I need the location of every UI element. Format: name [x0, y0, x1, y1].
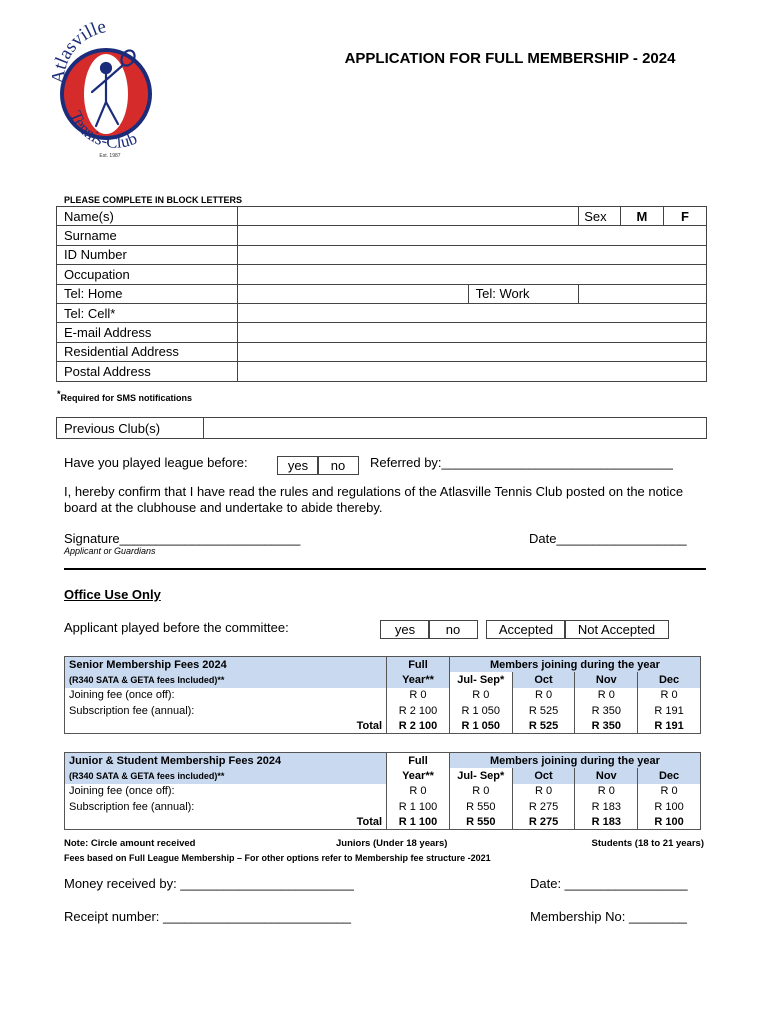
fee-cell[interactable]: R 0: [449, 688, 512, 703]
required-note: *Required for SMS notifications: [57, 389, 193, 403]
occupation-label: Occupation: [57, 265, 238, 284]
tel-home-label: Tel: Home: [57, 284, 238, 303]
senior-fees-table: [64, 656, 701, 734]
tel-home-field[interactable]: [237, 284, 468, 303]
surname-field[interactable]: [237, 226, 706, 245]
committee-yes-option[interactable]: yes: [380, 620, 430, 639]
receipt-number-field[interactable]: Receipt number: __________________________: [64, 909, 351, 924]
sex-label: Sex: [579, 207, 621, 226]
junior-subscription-label: Subscription fee (annual):: [65, 799, 387, 814]
senior-included-note: (R340 SATA & GETA fees Included)**: [65, 672, 387, 687]
fee-cell[interactable]: R 1 050: [449, 703, 512, 718]
juniors-note: Juniors (Under 18 years): [336, 838, 448, 849]
fee-cell[interactable]: R 0: [575, 784, 638, 799]
circle-amount-note: Note: Circle amount received: [64, 838, 196, 849]
junior-period-header: Jul- Sep*: [449, 768, 512, 783]
fee-cell[interactable]: R 183: [575, 799, 638, 814]
junior-fees-title: Junior & Student Membership Fees 2024: [65, 753, 387, 769]
junior-fees-table: [64, 752, 701, 830]
names-label: Name(s): [57, 207, 238, 226]
fee-cell[interactable]: R 550: [449, 799, 512, 814]
fee-cell[interactable]: R 0: [512, 688, 575, 703]
students-note: Students (18 to 21 years): [591, 838, 704, 849]
played-before-committee-label: Applicant played before the committee:: [64, 620, 289, 635]
junior-joining-label: Joining fee (once off):: [65, 784, 387, 799]
junior-period-header: Dec: [638, 768, 701, 783]
tel-cell-field[interactable]: [237, 303, 706, 322]
not-accepted-option[interactable]: Not Accepted: [564, 620, 669, 639]
league-no-option[interactable]: no: [317, 456, 359, 475]
senior-period-header: Jul- Sep*: [449, 672, 512, 687]
svg-text:Atlasville: lasville: [52, 22, 108, 68]
postal-address-field[interactable]: [237, 362, 706, 381]
date-field[interactable]: Date__________________: [529, 531, 687, 546]
id-number-label: ID Number: [57, 245, 238, 264]
applicant-guardians-caption: Applicant or Guardians: [64, 546, 156, 556]
fee-total-cell[interactable]: R 550: [449, 814, 512, 830]
occupation-field[interactable]: [237, 265, 706, 284]
fee-total-cell[interactable]: R 350: [575, 718, 638, 734]
senior-full-year: Full: [387, 657, 450, 673]
sex-male-option[interactable]: M: [620, 207, 663, 226]
confirmation-text: I, hereby confirm that I have read the rules and regulations of the Atlasville Tennis Club posted on the notice board at the clubhouse and undertake to abide thereby.: [64, 484, 684, 515]
residential-address-field[interactable]: [237, 342, 706, 361]
fee-cell[interactable]: R 0: [512, 784, 575, 799]
junior-period-header: Nov: [575, 768, 638, 783]
senior-fees-title: Senior Membership Fees 2024: [65, 657, 387, 673]
svg-text:Est. 1987: Est. 1987: [99, 153, 121, 159]
membership-number-field[interactable]: Membership No: ________: [530, 909, 687, 924]
fee-total-cell[interactable]: R 191: [638, 718, 701, 734]
junior-full-year: Full: [387, 753, 450, 769]
fee-cell[interactable]: R 2 100: [387, 703, 450, 718]
email-label: E-mail Address: [57, 323, 238, 342]
senior-members-joining: Members joining during the year: [449, 657, 700, 673]
fee-total-cell[interactable]: R 1 050: [449, 718, 512, 734]
fee-total-cell[interactable]: R 183: [575, 814, 638, 830]
fee-total-cell[interactable]: R 1 100: [387, 814, 450, 830]
junior-total-label: Total: [65, 814, 387, 830]
tel-cell-label: Tel: Cell*: [57, 303, 238, 322]
postal-address-label: Postal Address: [57, 362, 238, 381]
fee-cell[interactable]: R 0: [638, 688, 701, 703]
junior-full-year-2: Year**: [387, 768, 450, 783]
money-received-field[interactable]: Money received by: ________________________: [64, 876, 354, 891]
fee-total-cell[interactable]: R 100: [638, 814, 701, 830]
league-question: Have you played league before:: [64, 455, 248, 470]
accepted-option[interactable]: Accepted: [486, 620, 566, 639]
fee-cell[interactable]: R 275: [512, 799, 575, 814]
fee-cell[interactable]: R 0: [575, 688, 638, 703]
names-field[interactable]: [237, 207, 579, 226]
senior-subscription-label: Subscription fee (annual):: [65, 703, 387, 718]
senior-period-header: Nov: [575, 672, 638, 687]
signature-field[interactable]: Signature_________________________: [64, 531, 301, 546]
committee-no-option[interactable]: no: [428, 620, 478, 639]
email-field[interactable]: [237, 323, 706, 342]
referred-by-field[interactable]: Referred by:________________________________: [370, 455, 673, 470]
date-received-field[interactable]: Date: _________________: [530, 876, 688, 891]
fee-total-cell[interactable]: R 2 100: [387, 718, 450, 734]
fee-cell[interactable]: R 0: [387, 784, 450, 799]
junior-members-joining: Members joining during the year: [449, 753, 700, 769]
divider: [64, 568, 706, 570]
fee-total-cell[interactable]: R 275: [512, 814, 575, 830]
fee-total-cell[interactable]: R 525: [512, 718, 575, 734]
fee-cell[interactable]: R 1 100: [387, 799, 450, 814]
office-use-heading: Office Use Only: [64, 587, 161, 602]
fees-based-note: Fees based on Full League Membership – For other options refer to Membership fee structure -2021: [64, 853, 491, 863]
senior-period-header: Oct: [512, 672, 575, 687]
residential-address-label: Residential Address: [57, 342, 238, 361]
fee-cell[interactable]: R 0: [449, 784, 512, 799]
fee-cell[interactable]: R 100: [638, 799, 701, 814]
surname-label: Surname: [57, 226, 238, 245]
svg-text:Tennis-Club: Tennis-Club: [66, 108, 140, 153]
fee-cell[interactable]: R 0: [638, 784, 701, 799]
fee-cell[interactable]: R 191: [638, 703, 701, 718]
junior-period-header: Oct: [512, 768, 575, 783]
sex-female-option[interactable]: F: [663, 207, 706, 226]
tel-work-field[interactable]: [579, 284, 707, 303]
senior-period-header: Dec: [638, 672, 701, 687]
club-logo: [52, 22, 172, 162]
fee-cell[interactable]: R 0: [387, 688, 450, 703]
personal-details-table: [56, 206, 707, 382]
league-yes-option[interactable]: yes: [277, 456, 319, 475]
previous-clubs-field[interactable]: [204, 418, 707, 439]
senior-joining-label: Joining fee (once off):: [65, 688, 387, 703]
junior-included-note: (R340 SATA & GETA fees included)**: [65, 768, 387, 783]
block-letters-instruction: PLEASE COMPLETE IN BLOCK LETTERS: [64, 195, 243, 205]
senior-full-year-2: Year**: [387, 672, 450, 687]
fee-note: [64, 838, 704, 849]
tel-work-label: Tel: Work: [468, 284, 579, 303]
previous-clubs-label: Previous Club(s): [57, 418, 204, 439]
fee-cell[interactable]: R 350: [575, 703, 638, 718]
fee-cell[interactable]: R 525: [512, 703, 575, 718]
page-title: APPLICATION FOR FULL MEMBERSHIP - 2024: [344, 50, 676, 67]
senior-total-label: Total: [65, 718, 387, 734]
id-number-field[interactable]: [237, 245, 706, 264]
previous-clubs-table: [56, 417, 707, 439]
